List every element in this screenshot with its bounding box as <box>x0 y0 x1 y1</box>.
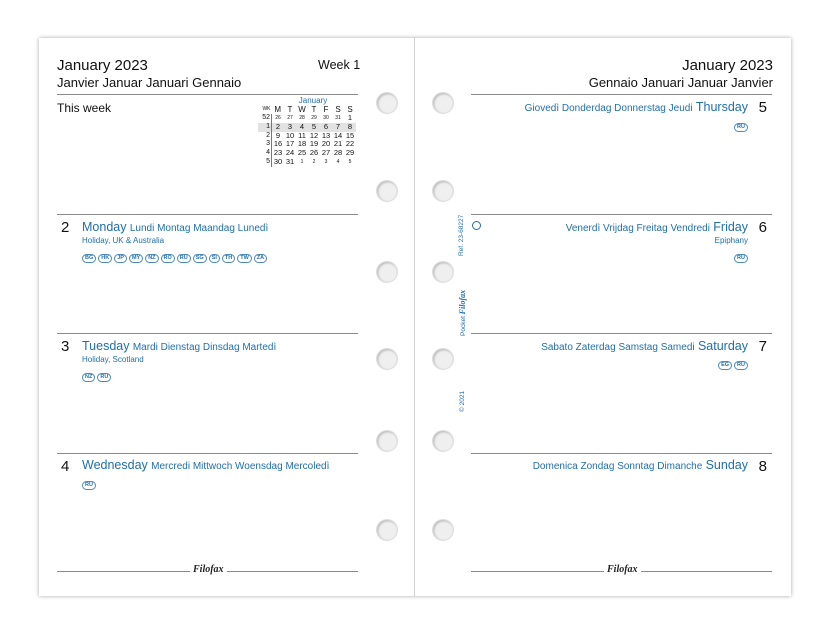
binder-hole <box>432 92 454 114</box>
mini-calendar-day: 8 <box>344 123 356 132</box>
mini-calendar-day: 2 <box>272 123 285 132</box>
binder-hole <box>432 348 454 370</box>
mini-calendar-wk: 5 <box>258 158 272 167</box>
mini-calendar-wk: 2 <box>258 132 272 141</box>
day-name: Friday <box>713 220 748 234</box>
filofax-vertical-logo: Filofax <box>458 289 467 315</box>
mini-calendar-day: 14 <box>333 130 343 140</box>
country-badges <box>718 353 748 371</box>
mini-calendar-day: 9 <box>275 130 281 140</box>
country-badges <box>82 365 113 383</box>
mini-calendar-day: 17 <box>285 139 295 149</box>
diary-spread <box>39 38 791 596</box>
this-week-label: This week <box>57 101 112 115</box>
mini-calendar-wk: 4 <box>258 149 272 158</box>
day-number: 6 <box>758 219 767 236</box>
country-badges <box>82 246 269 264</box>
mini-calendar-row <box>258 114 356 123</box>
binder-hole <box>432 180 454 202</box>
day-languages: Sabato Zaterdag Samstag Samedi <box>541 342 695 353</box>
copyright: © 2021 <box>459 390 466 412</box>
day-languages: Mardi Dienstag Dinsdag Martedì <box>132 342 277 353</box>
mini-calendar-day: 28 <box>299 115 305 121</box>
month-title: January 2023 <box>682 57 773 74</box>
country-badge: RO <box>161 254 175 263</box>
country-badge: RU <box>734 254 748 263</box>
country-badges <box>82 473 98 491</box>
circle-marker-icon <box>472 221 481 230</box>
day-rule <box>471 214 772 215</box>
mini-calendar-day: 31 <box>335 115 341 121</box>
day-name: Sunday <box>705 458 748 472</box>
day-number: 2 <box>61 219 70 236</box>
day-number: 3 <box>61 338 70 355</box>
mini-calendar-wk: 1 <box>258 123 272 132</box>
day-rule <box>57 453 358 454</box>
mini-calendar-day: 26 <box>309 148 319 158</box>
mini-calendar-day: 7 <box>332 123 344 132</box>
mini-calendar-day: 1 <box>347 113 353 122</box>
day-number: 5 <box>758 99 767 116</box>
mini-calendar-dow: M <box>274 105 282 114</box>
day-rule <box>57 214 358 215</box>
binder-hole <box>432 261 454 283</box>
day-heading-thursday <box>525 100 748 114</box>
day-languages: Giovedì Donderdag Donnerstag Jeudi <box>524 103 693 114</box>
mini-calendar <box>258 96 360 167</box>
header-rule <box>57 94 358 95</box>
country-badge: TW <box>237 254 252 263</box>
mini-calendar-day: 23 <box>273 148 283 158</box>
country-badges <box>734 246 748 264</box>
mini-calendar-day: 28 <box>333 148 343 158</box>
mini-calendar-day: 5 <box>308 123 320 132</box>
mini-calendar-day: 3 <box>284 123 296 132</box>
mini-calendar-day: 24 <box>285 148 295 158</box>
day-rule <box>471 453 772 454</box>
mini-calendar-row <box>258 149 356 158</box>
country-badge: BG <box>82 254 96 263</box>
country-badge: MY <box>129 254 143 263</box>
filofax-logo: Filofax <box>604 564 641 575</box>
mini-calendar-day: 30 <box>323 115 329 121</box>
day-languages: Mercredi Mittwoch Woensdag Mercoledì <box>151 461 330 472</box>
size-info <box>458 290 467 336</box>
day-languages: Lundi Montag Maandag Lunedì <box>129 223 269 234</box>
mini-calendar-day: 2 <box>312 158 316 165</box>
mini-calendar-day: 18 <box>297 139 307 149</box>
mini-calendar-grid <box>258 105 356 167</box>
mini-calendar-dow: T <box>287 105 293 114</box>
country-badge: SI <box>209 254 220 263</box>
country-badge: NZ <box>145 254 158 263</box>
holiday-note: Holiday, UK & Australia <box>82 236 165 245</box>
day-number: 7 <box>758 338 767 355</box>
mini-calendar-day: 15 <box>345 130 355 140</box>
country-badge: RU <box>734 123 748 132</box>
mini-calendar-day: 6 <box>320 123 332 132</box>
right-page <box>415 38 791 596</box>
day-heading-saturday <box>541 339 748 353</box>
header-rule <box>471 94 772 95</box>
day-heading-wednesday <box>82 458 329 472</box>
mini-calendar-dow: W <box>298 105 306 114</box>
filofax-logo: Filofax <box>190 564 227 575</box>
mini-calendar-wk: 3 <box>258 140 272 149</box>
binder-hole <box>376 92 398 114</box>
day-languages: Venerdì Vrijdag Freitag Vendredi <box>565 223 710 234</box>
mini-calendar-day: 21 <box>333 139 343 149</box>
mini-calendar-day: 25 <box>297 148 307 158</box>
day-name: Thursday <box>695 100 748 114</box>
ref-code: 23-68227 <box>458 214 465 243</box>
ref-info <box>458 215 465 256</box>
binder-hole <box>376 519 398 541</box>
binder-hole <box>376 180 398 202</box>
mini-calendar-day: 4 <box>336 158 340 165</box>
mini-calendar-day: 26 <box>275 115 281 121</box>
day-name: Saturday <box>697 339 748 353</box>
country-badge: TH <box>222 254 235 263</box>
mini-calendar-wk-header: WK <box>262 106 271 112</box>
mini-calendar-day: 29 <box>311 115 317 121</box>
mini-calendar-dow: S <box>347 105 353 114</box>
mini-calendar-day: 29 <box>345 148 355 158</box>
mini-calendar-day: 27 <box>287 115 293 121</box>
country-badge: RU <box>177 254 191 263</box>
mini-calendar-dow: T <box>311 105 317 114</box>
mini-calendar-day: 4 <box>296 123 308 132</box>
day-number: 8 <box>758 458 767 475</box>
binder-hole <box>376 261 398 283</box>
day-heading-friday <box>566 220 748 234</box>
holiday-note: Epiphany <box>714 236 748 245</box>
month-languages: Janvier Januar Januari Gennaio <box>57 75 242 90</box>
day-heading-sunday <box>533 458 748 472</box>
country-badge: RU <box>97 373 111 382</box>
day-number: 4 <box>61 458 70 475</box>
day-heading-monday <box>82 220 268 234</box>
mini-calendar-day: 27 <box>321 148 331 158</box>
mini-calendar-wk: 52 <box>258 114 272 123</box>
month-languages: Gennaio Januari Januar Janvier <box>588 75 773 90</box>
mini-calendar-day: 19 <box>309 139 319 149</box>
day-name: Monday <box>82 220 127 234</box>
country-badges <box>734 115 748 133</box>
country-badge: SG <box>193 254 207 263</box>
mini-calendar-day: 5 <box>348 158 352 165</box>
mini-calendar-day: 22 <box>345 139 355 149</box>
day-rule <box>57 333 358 334</box>
mini-calendar-day: 20 <box>321 139 331 149</box>
mini-calendar-day: 1 <box>300 158 304 165</box>
mini-calendar-day: 31 <box>285 156 295 166</box>
country-badge: HK <box>98 254 112 263</box>
mini-calendar-dow: F <box>323 105 329 114</box>
day-name: Tuesday <box>82 339 130 353</box>
country-badge: ZA <box>254 254 267 263</box>
country-badge: JP <box>114 254 127 263</box>
binder-hole <box>376 348 398 370</box>
week-number: Week 1 <box>318 58 361 72</box>
mini-calendar-row <box>258 158 356 167</box>
mini-calendar-day: 13 <box>321 130 331 140</box>
country-badge: RU <box>82 481 96 490</box>
ref-label: Ref. <box>458 244 465 256</box>
month-title: January 2023 <box>57 57 148 74</box>
day-rule <box>471 333 772 334</box>
mini-calendar-day: 3 <box>324 158 328 165</box>
mini-calendar-day: 10 <box>285 130 295 140</box>
mini-calendar-day: 30 <box>273 156 283 166</box>
country-badge: RU <box>734 361 748 370</box>
mini-calendar-dow: S <box>335 105 341 114</box>
mini-calendar-day: 16 <box>273 139 283 149</box>
day-languages: Domenica Zondag Sonntag Dimanche <box>532 461 703 472</box>
mini-calendar-day: 11 <box>298 130 306 140</box>
day-name: Wednesday <box>82 458 148 472</box>
binder-hole <box>432 430 454 452</box>
mini-calendar-day: 12 <box>309 130 319 140</box>
country-badge: NZ <box>82 373 95 382</box>
binder-hole <box>376 430 398 452</box>
size-label: Pocket <box>460 316 467 336</box>
binder-hole <box>432 519 454 541</box>
holiday-note: Holiday, Scotland <box>82 355 144 364</box>
mini-calendar-title: January <box>298 96 328 105</box>
left-page <box>39 38 414 596</box>
country-badge: EG <box>718 361 732 370</box>
day-heading-tuesday <box>82 339 276 353</box>
